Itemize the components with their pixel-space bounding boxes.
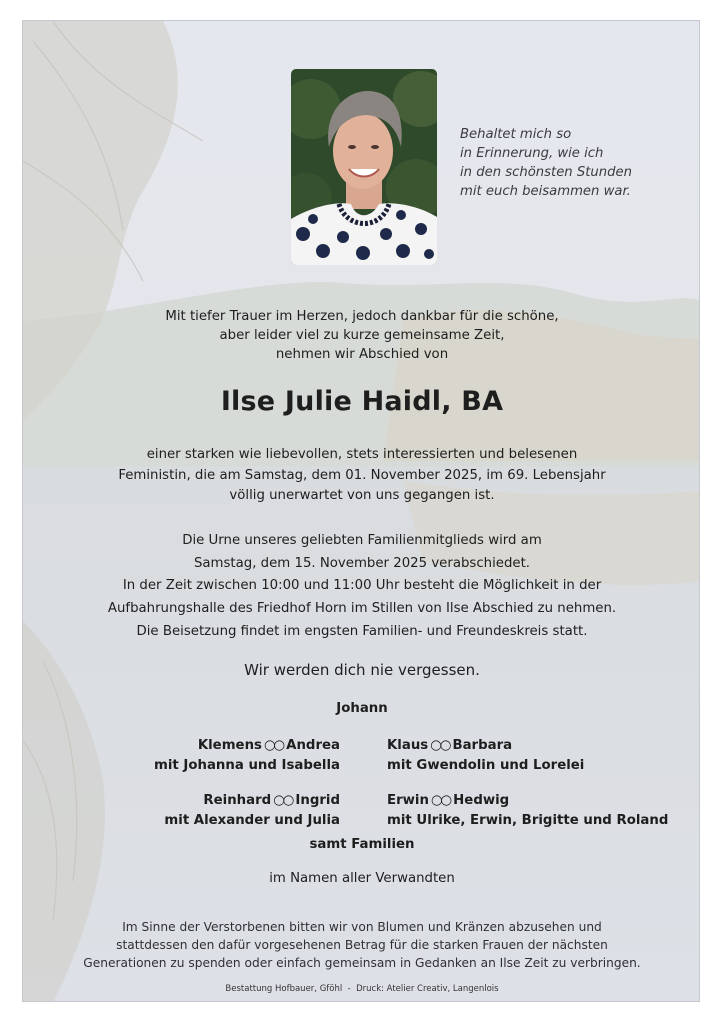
memorial-quote <box>460 125 680 201</box>
ceremony-line: Die Beisetzung findet im engsten Familien- und Freundeskreis statt. <box>136 623 588 639</box>
family-entry <box>154 736 340 775</box>
portrait-photo <box>291 69 437 265</box>
family-member-name: Klemens <box>197 738 262 753</box>
wedding-rings-icon: ○○ <box>273 793 293 808</box>
quote-line: mit euch beisammen war. <box>460 184 631 199</box>
description-line: Feministin, die am Samstag, dem 01. November 2025, im 69. Lebensjahr <box>118 467 606 483</box>
wedding-rings-icon: ○○ <box>430 738 450 753</box>
intro-line: nehmen wir Abschied von <box>275 347 449 362</box>
family-entry <box>164 791 340 830</box>
ceremony-text <box>23 530 700 644</box>
ceremony-line: Die Urne unseres geliebten Familienmitglieds wird am <box>182 533 542 548</box>
motto: Wir werden dich nie vergessen. <box>244 661 480 679</box>
quote-line: in den schönsten Stunden <box>460 165 632 180</box>
quote-line: in Erinnerung, wie ich <box>460 146 604 161</box>
partner-name: Johann <box>336 701 388 716</box>
family-member-name: Klaus <box>387 738 429 753</box>
donation-request <box>23 918 700 972</box>
family-children: mit Johanna und Isabella <box>154 757 340 773</box>
parte-card <box>22 20 700 1002</box>
family-entry <box>387 791 668 830</box>
intro-line: aber leider viel zu kurze gemeinsame Zeit, <box>219 328 505 343</box>
wedding-rings-icon: ○○ <box>263 738 284 753</box>
ceremony-line: Samstag, dem 15. November 2025 verabschiedet. <box>193 555 531 571</box>
request-line: Im Sinne der Verstorbenen bitten wir von Blumen und Kränzen abzusehen und <box>122 920 602 934</box>
family-entry <box>387 736 584 775</box>
family-children: mit Gwendolin und Lorelei <box>387 757 585 773</box>
family-member-name: Reinhard <box>203 793 272 808</box>
samt-familien: samt Familien <box>309 837 415 852</box>
family-children: mit Ulrike, Erwin, Brigitte und Roland <box>387 812 669 828</box>
family-member-name: Andrea <box>286 738 340 753</box>
deceased-name: Ilse Julie Haidl, BA <box>220 386 504 417</box>
request-line: Generationen zu spenden oder einfach gemeinsam in Gedanken an Ilse Zeit zu verbringen. <box>83 956 641 970</box>
family-member-name: Hedwig <box>453 793 510 808</box>
intro-line: Mit tiefer Trauer im Herzen, jedoch dankbar für die schöne, <box>165 309 559 324</box>
on-behalf-line: im Namen aller Verwandten <box>269 871 455 886</box>
ceremony-line: In der Zeit zwischen 10:00 und 11:00 Uhr besteht die Möglichkeit in der <box>122 578 602 594</box>
quote-line: Behaltet mich so <box>460 127 572 142</box>
request-line: stattdessen den dafür vorgesehenen Betrag für die starken Frauen der nächsten <box>116 938 608 952</box>
print-credits: Bestattung Hofbauer, Gföhl - Druck: Atelier Creativ, Langenlois <box>225 984 499 994</box>
family-children: mit Alexander und Julia <box>164 812 340 828</box>
ceremony-line: Aufbahrungshalle des Friedhof Horn im Stillen von Ilse Abschied zu nehmen. <box>107 601 617 617</box>
intro-text <box>23 307 700 364</box>
family-member-name: Ingrid <box>295 793 340 808</box>
family-member-name: Barbara <box>452 738 513 753</box>
family-member-name: Erwin <box>387 793 429 808</box>
description-line: einer starken wie liebevollen, stets interessierten und belesenen <box>146 447 578 462</box>
description-text <box>23 445 700 507</box>
description-line: völlig unerwartet von uns gegangen ist. <box>229 488 495 503</box>
wedding-rings-icon: ○○ <box>430 793 451 808</box>
